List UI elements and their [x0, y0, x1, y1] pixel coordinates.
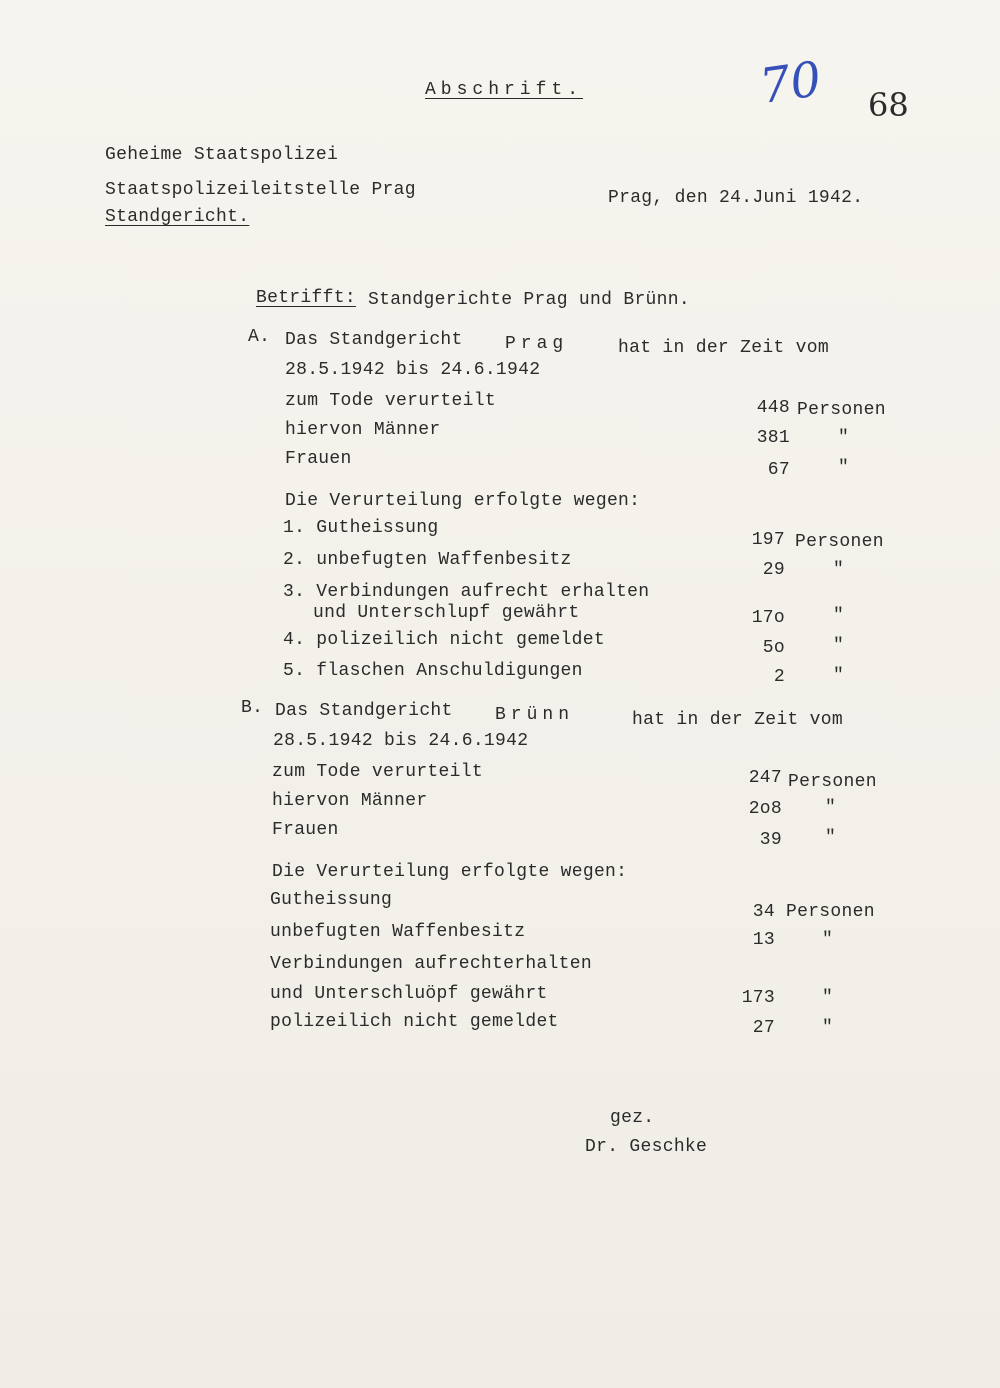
section-a-reason-2-value: 29 [762, 560, 785, 580]
section-b-men-value: 2o8 [748, 799, 782, 819]
section-b-men-label: hiervon Männer [272, 791, 428, 811]
section-a-reason-unit: Personen [795, 532, 884, 552]
sender-line-2: Staatspolizeileitstelle Prag [105, 180, 416, 200]
subject-text: Standgerichte Prag und Brünn. [368, 290, 690, 310]
section-b-intro-prefix: Das Standgericht [275, 701, 453, 721]
section-b-reason-unit: Personen [786, 902, 875, 922]
section-b-reason-1-value: 34 [752, 902, 775, 922]
sender-line-1: Geheime Staatspolizei [105, 145, 339, 165]
section-b-reason-2-value: 13 [752, 930, 775, 950]
signature-gez: gez. [610, 1108, 655, 1128]
section-a-unit: Personen [797, 400, 886, 420]
section-a-women-label: Frauen [285, 449, 352, 469]
ditto-mark: " [833, 560, 845, 580]
section-b-total-label: zum Tode verurteilt [272, 762, 483, 782]
section-a-men-value: 381 [756, 428, 790, 448]
ditto-mark: " [825, 798, 837, 818]
section-b-period: 28.5.1942 bis 24.6.1942 [273, 731, 529, 751]
document-title: Abschrift. [425, 80, 584, 100]
section-b-reason-1-label: Gutheissung [270, 890, 393, 910]
section-a-reason-4-value: 5o [762, 638, 785, 658]
section-a-reason-5-value: 2 [773, 667, 785, 687]
sender-line-3: Standgericht. [105, 207, 250, 227]
ditto-mark: " [825, 828, 837, 848]
section-b-total-value: 247 [748, 768, 782, 788]
section-a-reason-3-label-line-2: und Unterschlupf gewährt [313, 603, 580, 623]
section-b-reasons-heading: Die Verurteilung erfolgte wegen: [272, 862, 628, 882]
section-a-reason-5-label: 5. flaschen Anschuldigungen [283, 661, 583, 681]
section-a-reason-2-label: 2. unbefugten Waffenbesitz [283, 550, 572, 570]
section-a-men-label: hiervon Männer [285, 420, 441, 440]
document-date: Prag, den 24.Juni 1942. [608, 188, 864, 208]
section-b-reason-2-label: unbefugten Waffenbesitz [270, 922, 526, 942]
ditto-mark: " [822, 988, 834, 1008]
section-b-reason-3-value: 173 [741, 988, 775, 1008]
signature-name: Dr. Geschke [585, 1137, 708, 1157]
section-a-reason-1-label: 1. Gutheissung [283, 518, 439, 538]
section-a-total-label: zum Tode verurteilt [285, 391, 496, 411]
ditto-mark: " [833, 636, 845, 656]
ditto-mark: " [833, 606, 845, 626]
section-b-reason-4-label: polizeilich nicht gemeldet [270, 1012, 559, 1032]
ditto-mark: " [838, 428, 850, 448]
handwritten-number: 70 [756, 51, 825, 115]
section-b-reason-4-value: 27 [752, 1018, 775, 1038]
section-a-intro-prefix: Das Standgericht [285, 330, 463, 350]
section-a-intro-suffix: hat in der Zeit vom [618, 338, 829, 358]
folio-number: 68 [868, 86, 909, 124]
ditto-mark: " [833, 666, 845, 686]
section-a-total-value: 448 [756, 398, 790, 418]
ditto-mark: " [822, 930, 834, 950]
section-b-women-value: 39 [759, 830, 782, 850]
section-a-reason-4-label: 4. polizeilich nicht gemeldet [283, 630, 605, 650]
ditto-mark: " [838, 458, 850, 478]
section-b-women-label: Frauen [272, 820, 339, 840]
section-b-reason-3-label: Verbindungen aufrechterhalten [270, 954, 592, 974]
section-b-unit: Personen [788, 772, 877, 792]
section-a-reason-3-value: 17o [751, 608, 785, 628]
section-a-marker: A. [248, 327, 271, 347]
section-b-marker: B. [241, 698, 264, 718]
section-b-reason-3-label-line-2: und Unterschluöpf gewährt [270, 984, 548, 1004]
section-a-reason-1-value: 197 [751, 530, 785, 550]
section-b-intro-suffix: hat in der Zeit vom [632, 710, 843, 730]
section-a-reason-3-label: 3. Verbindungen aufrecht erhalten [283, 582, 650, 602]
section-b-court: Brünn [495, 705, 575, 725]
section-a-court: Prag [505, 334, 569, 354]
section-a-reasons-heading: Die Verurteilung erfolgte wegen: [285, 491, 641, 511]
section-a-women-value: 67 [767, 460, 790, 480]
ditto-mark: " [822, 1018, 834, 1038]
section-a-period: 28.5.1942 bis 24.6.1942 [285, 360, 541, 380]
subject-label: Betrifft: [256, 288, 356, 308]
